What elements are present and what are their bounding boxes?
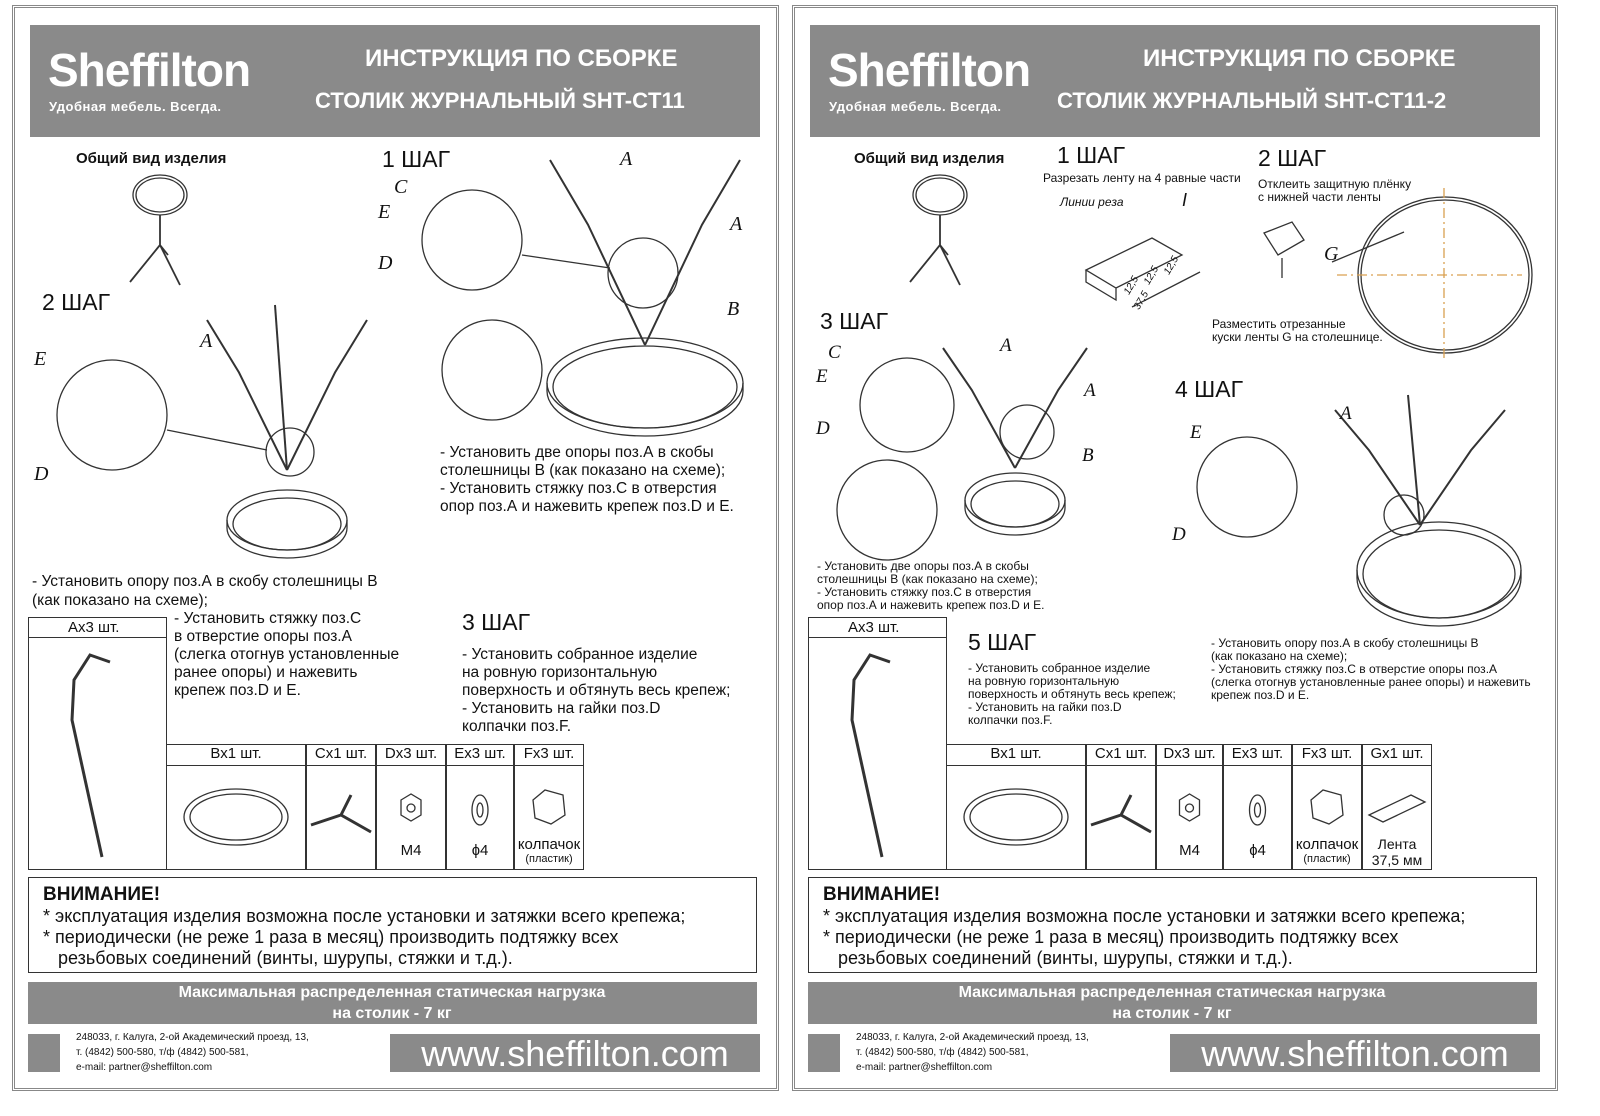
- step-title: 1 ШАГ: [1057, 142, 1126, 168]
- step2-instruction-line: (слегка отогнув установленные: [174, 646, 400, 663]
- overview-label: Общий вид изделия: [854, 150, 1005, 167]
- step2-instruction-line: - Установить опору поз.А в скобу столешницы В: [32, 573, 378, 590]
- part-cell-a: [28, 617, 167, 870]
- part-caption: М4: [1179, 842, 1200, 859]
- step1-instruction-line: опор поз.А и нажевить крепеж поз.D и Е.: [440, 498, 734, 515]
- step-title: 2 ШАГ: [42, 289, 111, 315]
- part-label: Ех3 шт.: [1231, 745, 1284, 762]
- part-label: Вх1 шт.: [990, 745, 1042, 762]
- website-url: www.sheffilton.com: [1201, 1033, 1509, 1074]
- step3-instruction-line: колпачки поз.F.: [462, 718, 572, 735]
- callout-letter-a: A: [1000, 335, 1012, 356]
- dimension-label: 12,5: [1161, 254, 1182, 277]
- callout-letter-a: A: [200, 330, 213, 352]
- callout-letter-e: E: [816, 366, 828, 387]
- callout-letter-a: A: [1084, 380, 1096, 401]
- part-caption: колпачок: [1295, 836, 1359, 853]
- callout-letter-a: A: [1340, 403, 1352, 424]
- dimension-label: 12,5: [1121, 274, 1142, 297]
- max-load-text: Максимальная распределенная статическая нагрузка: [958, 984, 1386, 1001]
- part-label-a: Ах3 шт.: [848, 619, 900, 636]
- callout-letter-e: E: [34, 348, 47, 370]
- warning-line: * периодически (не реже 1 раза в месяц) производить подтяжку всех: [43, 927, 619, 947]
- max-load-text: Максимальная распределенная статическая нагрузка: [178, 984, 606, 1001]
- part-caption: ɸ4: [471, 842, 489, 859]
- part-label-a: Ах3 шт.: [68, 619, 120, 636]
- step-title: 3 ШАГ: [462, 609, 531, 635]
- part-caption: Лента: [1377, 836, 1417, 852]
- company-address: т. (4842) 500-580, т/ф (4842) 500-581,: [76, 1047, 249, 1058]
- warning-line: резьбовых соединений (винты, шурупы, стяжки и т.д.).: [43, 948, 513, 968]
- step2-instruction-line: с нижней части ленты: [1258, 190, 1381, 204]
- callout-letter-d: D: [816, 418, 830, 439]
- part-cell-a: [808, 617, 947, 870]
- company-address: e-mail: partner@sheffilton.com: [76, 1062, 213, 1073]
- part-label: Ех3 шт.: [454, 745, 506, 762]
- callout-letter-g: G: [1324, 243, 1339, 265]
- cut-lines-label: Линии реза: [1060, 195, 1124, 209]
- step-title: 4 ШАГ: [1175, 376, 1244, 402]
- step-title: 5 ШАГ: [968, 629, 1037, 655]
- step4-instruction-line: (как показано на схеме);: [1211, 649, 1348, 663]
- dimension-label: 12,5: [1141, 264, 1162, 287]
- warning-line: резьбовых соединений (винты, шурупы, стяжки и т.д.).: [823, 948, 1293, 968]
- warning-title: ВНИМАНИЕ!: [823, 884, 941, 905]
- callout-letter-b: B: [1082, 445, 1094, 466]
- step2-instruction-line: крепеж поз.D и Е.: [174, 682, 301, 699]
- step2-instruction-line: ранее опоры) и нажевить: [174, 664, 358, 681]
- document-title: ИНСТРУКЦИЯ ПО СБОРКЕ: [1143, 45, 1456, 72]
- brand-tagline: Удобная мебель. Всегда.: [829, 99, 1002, 114]
- part-label: Fх3 шт.: [1301, 745, 1353, 762]
- document-title: ИНСТРУКЦИЯ ПО СБОРКЕ: [365, 45, 678, 72]
- brand-tagline: Удобная мебель. Всегда.: [49, 99, 222, 114]
- step3-instruction-line: - Установить собранное изделие: [462, 646, 698, 663]
- step5-instruction-line: - Установить собранное изделие: [968, 661, 1151, 675]
- callout-letter-c: C: [394, 176, 408, 198]
- warning-title: ВНИМАНИЕ!: [43, 884, 161, 905]
- company-address: т. (4842) 500-580, т/ф (4842) 500-581,: [856, 1047, 1029, 1058]
- step4-instruction-line: крепеж поз.D и Е.: [1211, 688, 1310, 702]
- step3-instruction-line: опор поз.А и нажевить крепеж поз.D и Е.: [817, 598, 1045, 612]
- overview-label: Общий вид изделия: [76, 150, 227, 167]
- part-label: Dх3 шт.: [384, 745, 438, 762]
- step-title: 3 ШАГ: [820, 308, 889, 334]
- part-subcaption: (пластик): [525, 853, 573, 865]
- product-title: СТОЛИК ЖУРНАЛЬНЫЙ SHT-CT11-2: [1057, 88, 1447, 113]
- step1-instruction-line: Разрезать ленту на 4 равные части: [1043, 171, 1241, 185]
- website-url: www.sheffilton.com: [421, 1033, 729, 1074]
- footer-square: [28, 1034, 60, 1072]
- company-address: 248033, г. Калуга, 2-ой Академический проезд, 13,: [76, 1032, 309, 1043]
- footer-square: [808, 1034, 840, 1072]
- step3-instruction-line: столешницы В (как показано на схеме);: [817, 572, 1038, 586]
- callout-letter-d: D: [378, 252, 393, 274]
- callout-letter-c: C: [828, 342, 841, 363]
- step3-instruction-line: на ровную горизонтальную: [462, 664, 658, 681]
- step4-instruction-line: - Установить стяжку поз.С в отверстие опоры поз.А: [1211, 662, 1498, 676]
- step2-instruction-line: в отверстие опоры поз.А: [174, 628, 352, 645]
- warning-line: * периодически (не реже 1 раза в месяц) производить подтяжку всех: [823, 927, 1399, 947]
- max-load-value: на столик - 7 кг: [1112, 1005, 1232, 1022]
- part-label: Gх1 шт.: [1370, 745, 1424, 762]
- step3-instruction-line: - Установить две опоры поз.А в скобы: [817, 559, 1029, 573]
- step3-instruction-line: - Установить стяжку поз.С в отверстия: [817, 585, 1032, 599]
- step5-instruction-line: - Установить на гайки поз.D: [968, 700, 1122, 714]
- step2-instruction-line: Отклеить защитную плёнку: [1258, 177, 1412, 191]
- warning-line: * эксплуатация изделия возможна после установки и затяжки всего крепежа;: [823, 906, 1466, 926]
- step4-instruction-line: (слегка отогнув установленные ранее опоры) и нажевить: [1211, 675, 1531, 689]
- step1-instruction-line: столешницы В (как показано на схеме);: [440, 462, 726, 479]
- step2-instruction-line: - Установить стяжку поз.С: [174, 610, 362, 627]
- part-caption: колпачок: [517, 836, 581, 853]
- callout-letter-i: I: [1182, 190, 1188, 210]
- company-address: e-mail: partner@sheffilton.com: [856, 1062, 993, 1073]
- warning-line: * эксплуатация изделия возможна после установки и затяжки всего крепежа;: [43, 906, 686, 926]
- max-load-value: на столик - 7 кг: [332, 1005, 452, 1022]
- callout-letter-b: B: [727, 298, 740, 320]
- step2-instruction-line: (как показано на схеме);: [32, 592, 208, 609]
- callout-letter-a: A: [620, 148, 633, 170]
- part-label: Dх3 шт.: [1163, 745, 1216, 762]
- callout-letter-e: E: [378, 201, 391, 223]
- step1-instruction-line: - Установить стяжку поз.С в отверстия: [440, 480, 717, 497]
- step4-instruction-line: - Установить опору поз.А в скобу столешницы В: [1211, 636, 1479, 650]
- step1-instruction-line: - Установить две опоры поз.А в скобы: [440, 444, 714, 461]
- callout-letter-d: D: [1172, 524, 1186, 545]
- step5-instruction-line: колпачки поз.F.: [968, 713, 1053, 727]
- brand-logo: Sheffilton: [48, 44, 251, 96]
- part-subcaption: (пластик): [1303, 853, 1351, 865]
- dimension-label: 37,5: [1131, 289, 1152, 312]
- part-label: Fх3 шт.: [523, 745, 575, 762]
- step-title: 1 ШАГ: [382, 146, 451, 172]
- part-label: Сх1 шт.: [314, 745, 368, 762]
- part-subcaption: 37,5 мм: [1371, 852, 1423, 868]
- callout-letter-d: D: [34, 463, 49, 485]
- product-title: СТОЛИК ЖУРНАЛЬНЫЙ SHT-CT11: [315, 88, 685, 113]
- placement-instruction-line: Разместить отрезанные: [1212, 317, 1346, 331]
- part-label: Сх1 шт.: [1094, 745, 1148, 762]
- step5-instruction-line: на ровную горизонтальную: [968, 674, 1120, 688]
- part-caption: ɸ4: [1249, 842, 1266, 859]
- part-caption: М4: [400, 842, 422, 859]
- callout-letter-e: E: [1190, 422, 1202, 443]
- part-label: Вх1 шт.: [210, 745, 262, 762]
- step-title: 2 ШАГ: [1258, 145, 1327, 171]
- step3-instruction-line: поверхность и обтянуть весь крепеж;: [462, 682, 731, 699]
- callout-letter-a: A: [730, 213, 743, 235]
- step3-instruction-line: - Установить на гайки поз.D: [462, 700, 661, 717]
- placement-instruction-line: куски ленты G на столешнице.: [1212, 330, 1383, 344]
- company-address: 248033, г. Калуга, 2-ой Академический проезд, 13,: [856, 1032, 1089, 1043]
- brand-logo: Sheffilton: [828, 44, 1031, 96]
- step5-instruction-line: поверхность и обтянуть весь крепеж;: [968, 687, 1176, 701]
